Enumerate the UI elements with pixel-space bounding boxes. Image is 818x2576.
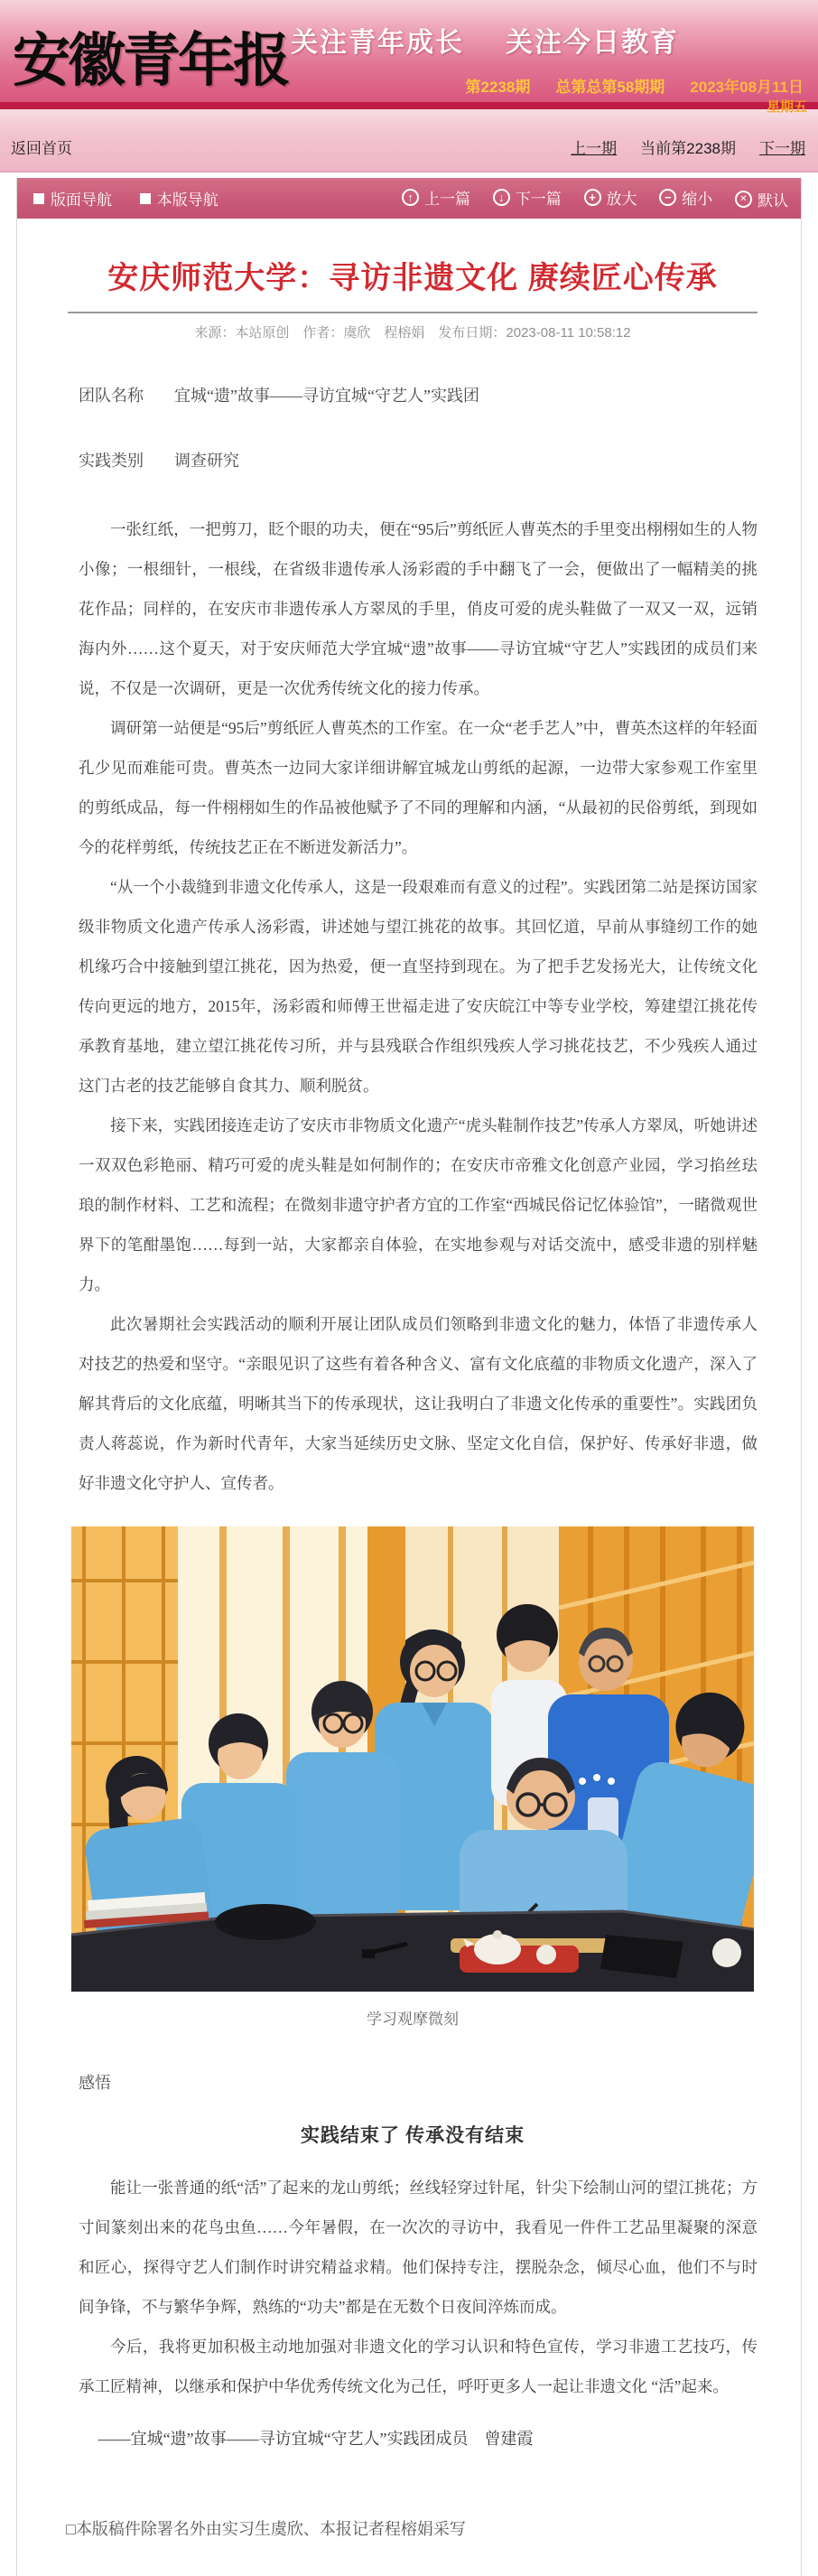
practice-type-value: 调查研究	[174, 452, 239, 470]
this-page-navigation-button[interactable]	[140, 187, 218, 210]
arrow-down-circle-icon	[493, 189, 510, 206]
article-title: 安庆师范大学：寻访非遗文化 赓续匠心传承	[107, 261, 718, 295]
issue-switcher	[547, 135, 805, 158]
team-name-label: 团队名称	[79, 387, 144, 405]
issue-date: 2023年08月11日	[690, 79, 804, 96]
signature: ——宜城“遗”故事——寻访宜城“守艺人”实践团成员 曾建霞	[98, 2430, 534, 2448]
photo-caption: 学习观摩微刻	[367, 2011, 459, 2028]
article-navbar	[17, 178, 801, 219]
zoom-out-label: 缩小	[682, 190, 713, 208]
current-issue-label: 当前第2238期	[640, 139, 736, 157]
white-cup	[712, 1938, 741, 1967]
plus-circle-icon	[584, 189, 601, 206]
team-name-value: 宜城“遗”故事——寻访宜城“守艺人”实践团	[174, 387, 479, 405]
article-content	[17, 219, 801, 2576]
reflection-paragraph: 今后，我将更加积极主动地加强对非遗文化的学习认识和特色宣传，学习非遗工艺技巧，传承工匠精神，以继承和保护中华优秀传统文化为己任，呼吁更多人一起让非遗文化 “活”起来。	[79, 2338, 758, 2395]
page-navigation-button[interactable]	[33, 187, 112, 210]
slogan-left: 关注青年成长	[291, 28, 464, 58]
black-bag	[215, 1904, 316, 1940]
total-issue-number: 总第总第58期期	[555, 79, 665, 96]
arrow-up-circle-icon	[402, 189, 419, 206]
article-paragraph: 此次暑期社会实践活动的顺利开展让团队成员们领略到非遗文化的魅力，体悟了非遗传承人对技艺的热爱和坚守。“亲眼见识了这些有着各种含义、富有文化底蕴的非物质文化遗产，深入了解其背后的文化底蕴，明晰其当下的传承现状，这让我明白了非遗文化传承的重要性”。实践团负责人蒋蕊说，作为新时代青年，大家当延续历史文脉、坚定文化自信，保护好、传承好非遗，做好非遗文化守护人、宣传者。	[79, 1315, 758, 1492]
next-article-label: 下一篇	[515, 190, 562, 208]
x-circle-icon	[735, 191, 752, 208]
title-divider	[68, 312, 758, 313]
article-meta: 来源：本站原创 作者：虞欣 程榕娟 发布日期：2023-08-11 10:58:12	[194, 325, 631, 341]
article-paragraph: “从一个小裁缝到非遗文化传承人，这是一段艰难而有意义的过程”。实践团第二站是探访国家级非物质文化遗产传承人汤彩霞，讲述她与望江挑花的故事。其回忆道，早前从事缝纫工作的她机缘巧合中接触到望江挑花，因为热爱，便一直坚持到现在。为了把手艺发扬光大，让传统文化传向更远的地方，2015年，汤彩霞和师傅王世福走进了安庆皖江中等专业学校，筹建望江挑花传承教育基地，建立望江挑花传习所，并与县残联合作组织残疾人学习挑花技艺，不少残疾人通过这门古老的技艺能够自食其力、顺利脱贫。	[79, 878, 758, 1095]
navbar-left	[33, 187, 218, 210]
article-photo	[71, 1526, 754, 1992]
issue-topbar	[0, 109, 818, 173]
article-paragraph: 调研第一站便是“95后”剪纸匠人曹英杰的工作室。在一众“老手艺人”中，曹英杰这样的年轻面孔少见而难能可贵。曹英杰一边同大家详细讲解宜城龙山剪纸的起源，一边带大家参观工作室里的剪纸成品，每一件栩栩如生的作品被他赋予了不同的理解和内涵，“从最初的民俗剪纸，到现如今的花样剪纸，传统技艺正在不断迸发新活力”。	[79, 719, 758, 856]
back-home-link[interactable]: 返回首页	[11, 139, 72, 157]
footer-note: □本版稿件除署名外由实习生虞欣、本报记者程榕娟采写	[66, 2520, 466, 2538]
slogan-right: 关注今日教育	[506, 28, 679, 58]
article-paragraph: 接下来，实践团接连走访了安庆市非物质文化遗产“虎头鞋制作技艺”传承人方翠凤，听她讲述一双双色彩艳丽、精巧可爱的虎头鞋是如何制作的；在安庆市帝雅文化创意产业园，学习掐丝珐琅的制作材料、工艺和流程；在微刻非遗守护者方宜的工作室“西城民俗记忆体验馆”，一睹微观世界下的笔酣墨饱……每到一站，大家都亲自体验，在实地参观与对话交流中，感受非遗的别样魅力。	[79, 1116, 758, 1293]
zoom-out-button[interactable]	[659, 186, 712, 209]
square-bullet-icon	[140, 193, 151, 204]
reset-default-button[interactable]	[735, 188, 788, 210]
reset-default-label: 默认	[758, 192, 788, 210]
navbar-right	[402, 186, 788, 211]
zoom-in-label: 放大	[606, 190, 637, 208]
issue-number: 第2238期	[465, 79, 531, 96]
this-page-navigation-label: 本版导航	[156, 191, 218, 209]
masthead	[0, 0, 818, 102]
prev-article-button[interactable]	[402, 186, 470, 209]
next-issue-link[interactable]: 下一期	[759, 139, 805, 157]
reflection-label: 感悟	[79, 2074, 111, 2092]
article-figure	[62, 1526, 763, 2029]
reflection-paragraph: 能让一张普通的纸“活”了起来的龙山剪纸；丝线轻穿过针尾，针尖下绘制山河的望江挑花；方寸间篆刻出来的花鸟虫鱼……今年暑假，在一次次的寻访中，我看见一件件工艺品里凝聚的深意和匠心，探得守艺人们制作时讲究精益求精。他们保持专注，摆脱杂念，倾尽心血，他们不与时间争锋，不与繁华争辉，熟练的“功夫”都是在无数个日夜间淬炼而成。	[79, 2179, 758, 2316]
team-name-row	[62, 383, 763, 406]
article-paragraph: 一张红纸，一把剪刀，眨个眼的功夫，便在“95后”剪纸匠人曹英杰的手里变出栩栩如生的人物小像；一根细针，一根线，在省级非遗传承人汤彩霞的手中翻飞了一会，便做出了一幅精美的挑花作品；同样的，在安庆市非遗传承人方翠凤的手里，俏皮可爱的虎头鞋做了一双又一双，远销海内外……这个夏天，对于安庆师范大学宜城“遗”故事——寻访宜城“守艺人”实践团的成员们来说，不仅是一次调研，更是一次优秀传统文化的接力传承。	[79, 520, 758, 697]
masthead-slogan	[291, 20, 679, 60]
weekday-label: 星期五	[766, 99, 807, 115]
prev-issue-link[interactable]: 上一期	[571, 139, 618, 157]
practice-type-row	[62, 448, 763, 471]
reflection-title: 实践结束了 传承没有结束	[300, 2124, 525, 2146]
prev-article-label: 上一篇	[424, 190, 471, 208]
page-navigation-label: 版面导航	[51, 191, 112, 209]
issue-line	[466, 74, 804, 97]
minus-circle-icon	[659, 189, 676, 206]
newspaper-logo: 安徽青年报	[13, 28, 288, 93]
article-card	[16, 178, 802, 2576]
divider-strip	[0, 102, 818, 109]
square-bullet-icon	[33, 193, 44, 204]
next-article-button[interactable]	[493, 186, 562, 209]
zoom-in-button[interactable]	[584, 186, 637, 209]
practice-type-label: 实践类别	[79, 452, 144, 470]
